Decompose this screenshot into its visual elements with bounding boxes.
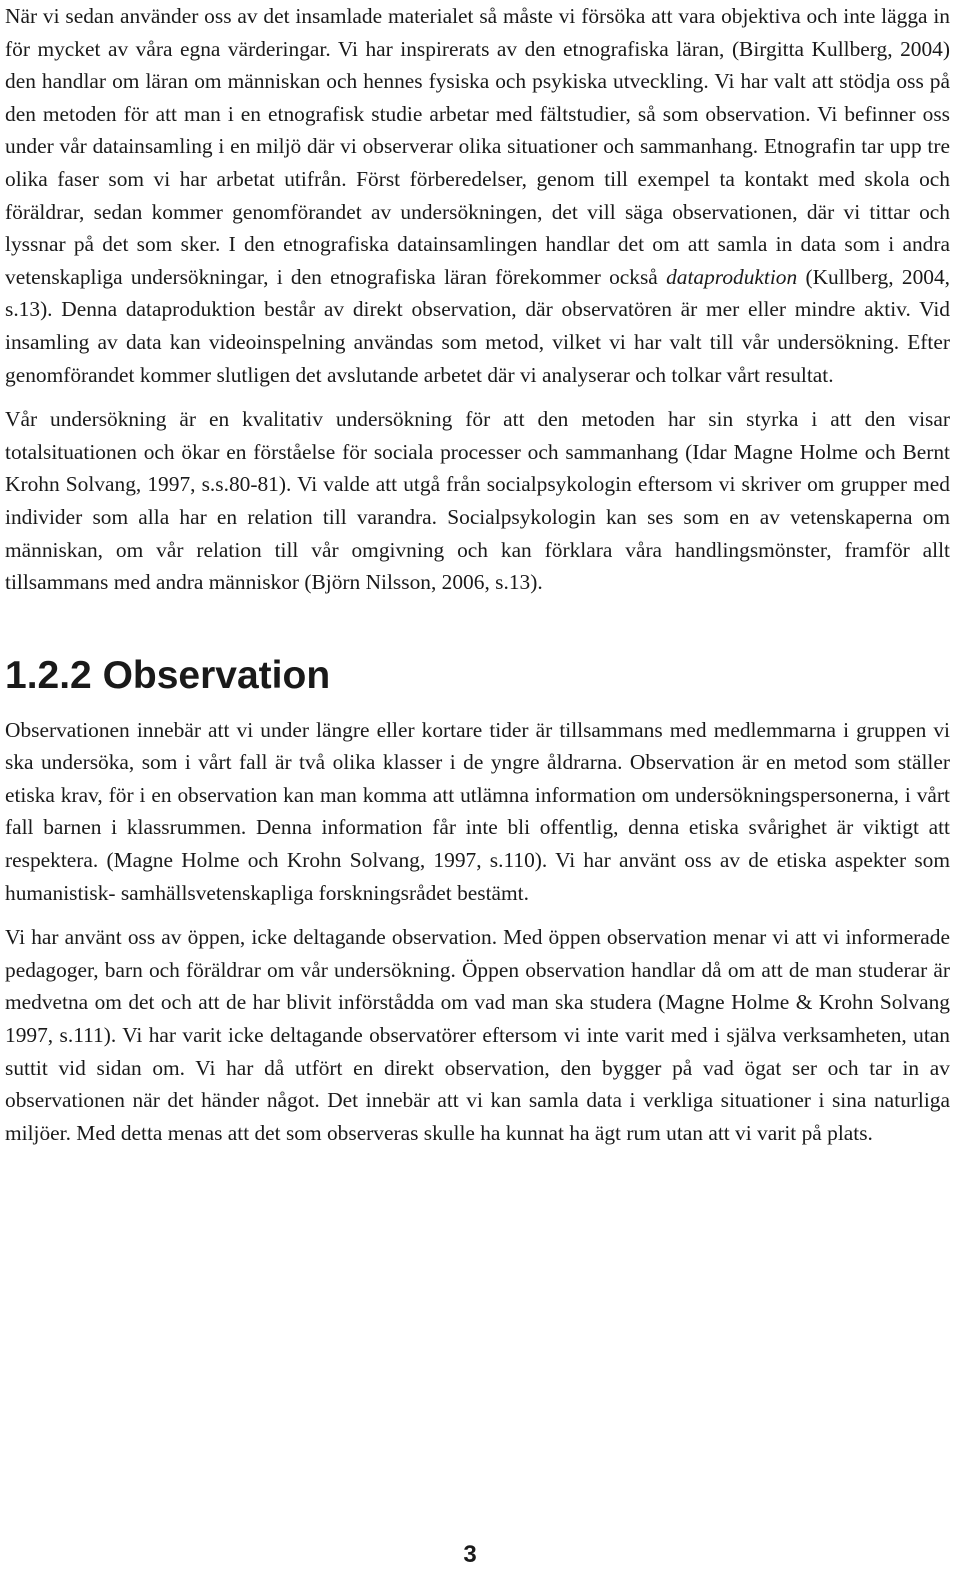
paragraph-gap <box>5 909 950 921</box>
paragraph-method: Vår undersökning är en kvalitativ undersökning för att den metoden har sin styrka i att den visar totalsituationen och ökar en förståelse för sociala processer och sammanhang (Idar Magne Holme och Bernt Krohn Solvang, 1997, s.s.80-81). Vi valde att utgå från socialpsykologin eftersom vi skriver om grupper med individer som alla har en relation till varandra. Socialpsykologin kan ses som en av vetenskaperna om människan, om vår relation till vår omgivning och kan förklara våra handlingsmönster, framför allt tillsammans med andra människor (Björn Nilsson, 2006, s.13). <box>5 407 950 595</box>
paragraph-intro-body: Vi har inspirerats av den etnografiska läran, (Birgitta Kullberg, 2004) den handlar om läran om människan och hennes fysiska och psykiska utveckling. Vi har valt att stödja oss på den metoden för att man i en etnografisk studie arbetar med fältstudier, så som observation. Vi befinner oss under vår datainsamling i en miljö där vi observerar olika situationer och sammanhang. Etnografin tar upp tre olika faser som vi har arbetat utifrån. Först förberedelser, genom till exempel ta kontakt med skola och föräldrar, sedan kommer genomförandet av undersökningen, det vill säga observationen, där vi tittar och lyssnar på det som sker. I den etnografiska datainsamlingen handlar det om att samla in data som i andra vetenskapliga undersökningar, i den etnografiska läran förekommer också <box>5 36 950 289</box>
italic-term: dataproduktion <box>666 264 798 289</box>
section-gap <box>5 599 950 654</box>
paragraph-observation-2: Vi har använt oss av öppen, icke deltagande observation. Med öppen observation menar vi att vi informerade pedagoger, barn och föräldrar om vår undersökning. Öppen observation handlar då om att de man studerar är medvetna om det och att de har blivit införstådda om vad man ska studera (Magne Holme & Krohn Solvang 1997, s.111). Vi har varit icke deltagande observatörer eftersom vi inte varit med i själva verksamheten, utan suttit vid sidan om. Vi har då utfört en direkt observation, den bygger på vad ögat ser och tar in av observationen när det händer något. Det innebär att vi kan samla data i verkliga situationer i sina naturliga miljöer. Med detta menas att det som observeras skulle ha kunnat ha ägt rum utan att vi varit på plats. <box>5 925 950 1145</box>
paragraph-observation-1: Observationen innebär att vi under längre eller kortare tider är tillsammans med medlemmarna i gruppen vi ska undersöka, som i vårt fall är två olika klasser i de yngre åldrarna. Observation är en metod som ställer etiska krav, för i en observation kan man komma att utlämna information om undersökningspersonerna, i vårt fall barnen i klassrummen. Denna information får inte bli offentlig, denna etiska svårighet är viktigt att respektera. (Magne Holme och Krohn Solvang, 1997, s.110). Vi har använt oss av de etiska aspekter som humanistisk- samhällsvetenskapliga forskningsrådet bestämt. <box>5 717 950 905</box>
paragraph-intro-lead: När vi sedan använder oss av det insamlade materialet så måste vi försöka att vara objektiva och inte lägga in för mycket av våra egna värderingar. <box>5 4 950 61</box>
page-number: 3 <box>463 1541 477 1568</box>
document-content <box>5 0 950 1149</box>
paragraph-intro <box>5 0 950 391</box>
section-heading: 1.2.2 Observation <box>5 653 331 697</box>
heading-gap <box>5 698 950 714</box>
paragraph-intro-tail: (Kullberg, 2004, s.13). Denna dataproduktion består av direkt observation, där observatören är mer eller mindre aktiv. Vid insamling av data kan videoinspelning användas som metod, vilket vi har valt till vår undersökning. Efter genomförandet kommer slutligen det avslutande arbetet där vi analyserar och tolkar vårt resultat. <box>5 264 950 387</box>
paragraph-gap <box>5 391 950 403</box>
